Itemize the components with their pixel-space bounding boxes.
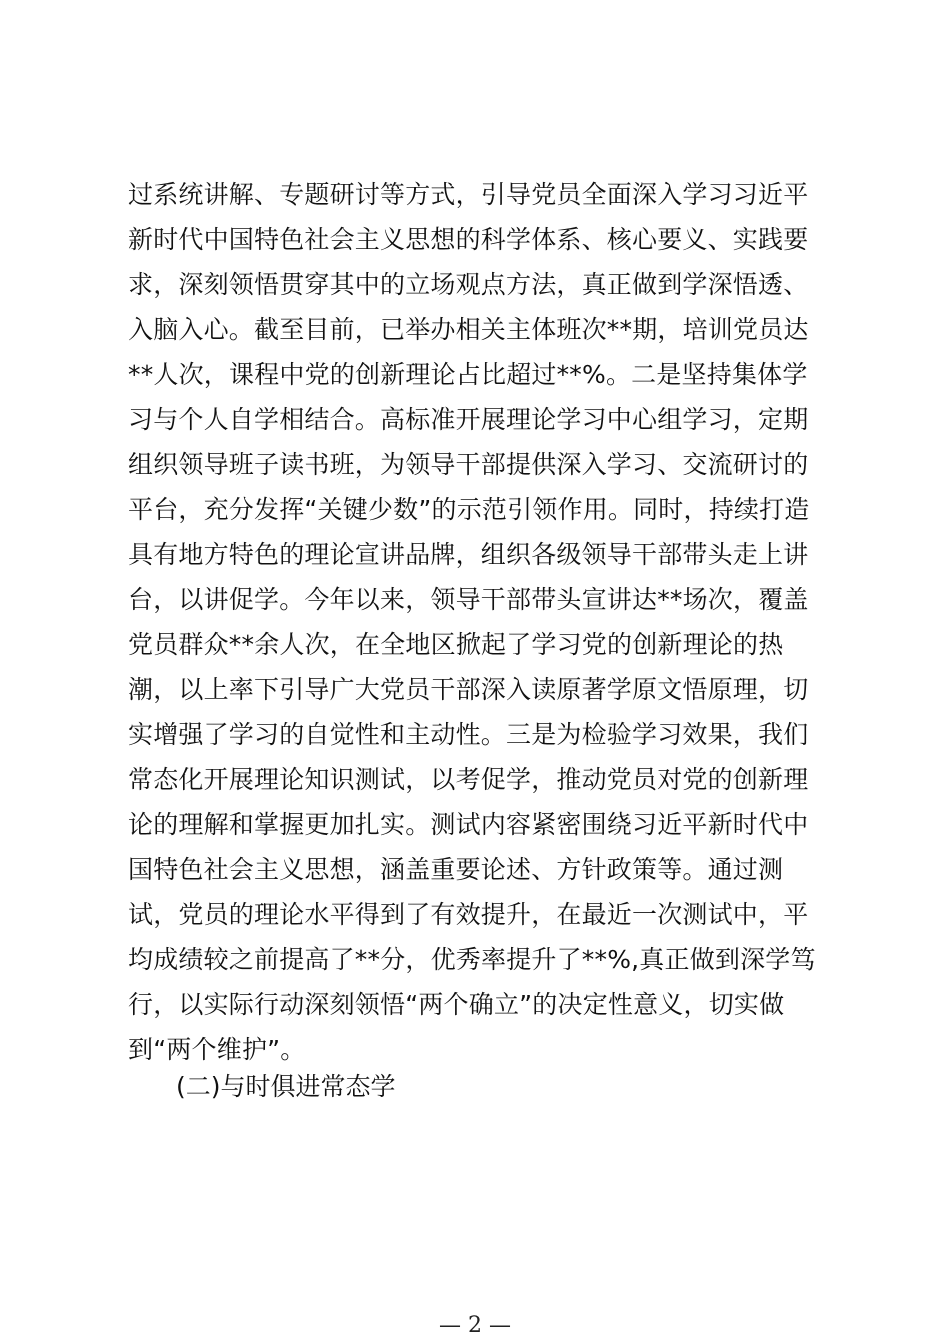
- text-line: 均成绩较之前提高了**分，优秀率提升了**%,真正做到深学笃: [128, 945, 816, 974]
- text-line: 实增强了学习的自觉性和主动性。三是为检验学习效果，我们: [128, 720, 809, 749]
- text-line: 台，以讲促学。今年以来，领导干部带头宣讲达**场次，覆盖: [128, 585, 809, 614]
- text-line: 潮，以上率下引导广大党员干部深入读原著学原文悟原理，切: [128, 675, 809, 704]
- text-line: 论的理解和掌握更加扎实。测试内容紧密围绕习近平新时代中: [128, 810, 809, 839]
- body-paragraph: [128, 172, 828, 1072]
- text-line: 党员群众**余人次，在全地区掀起了学习党的创新理论的热: [128, 630, 784, 659]
- text-line: 求，深刻领悟贯穿其中的立场观点方法，真正做到学深悟透、: [128, 270, 809, 299]
- text-line: 行，以实际行动深刻领悟“两个确立”的决定性意义，切实做: [128, 990, 785, 1019]
- page-number: — 2 —: [439, 1313, 511, 1338]
- text-line: 平台，充分发挥“关键少数”的示范引领作用。同时，持续打造: [128, 495, 810, 524]
- section-heading: (二)与时俱进常态学: [176, 1072, 396, 1101]
- text-line: 新时代中国特色社会主义思想的科学体系、核心要义、实践要: [128, 225, 809, 254]
- text-line: 过系统讲解、专题研讨等方式，引导党员全面深入学习习近平: [128, 180, 809, 209]
- text-line: 组织领导班子读书班，为领导干部提供深入学习、交流研讨的: [128, 450, 809, 479]
- text-line: 到“两个维护”。: [128, 1035, 306, 1064]
- text-line: 试，党员的理论水平得到了有效提升，在最近一次测试中，平: [128, 900, 809, 929]
- text-line: **人次，课程中党的创新理论占比超过**%。二是坚持集体学: [128, 360, 808, 389]
- text-line: 具有地方特色的理论宣讲品牌，组织各级领导干部带头走上讲: [128, 540, 809, 569]
- text-line: 习与个人自学相结合。高标准开展理论学习中心组学习，定期: [128, 405, 809, 434]
- text-line: 常态化开展理论知识测试，以考促学，推动党员对党的创新理: [128, 765, 809, 794]
- text-line: 入脑入心。截至目前，已举办相关主体班次**期，培训党员达: [128, 315, 809, 344]
- text-line: 国特色社会主义思想，涵盖重要论述、方针政策等。通过测: [128, 855, 784, 884]
